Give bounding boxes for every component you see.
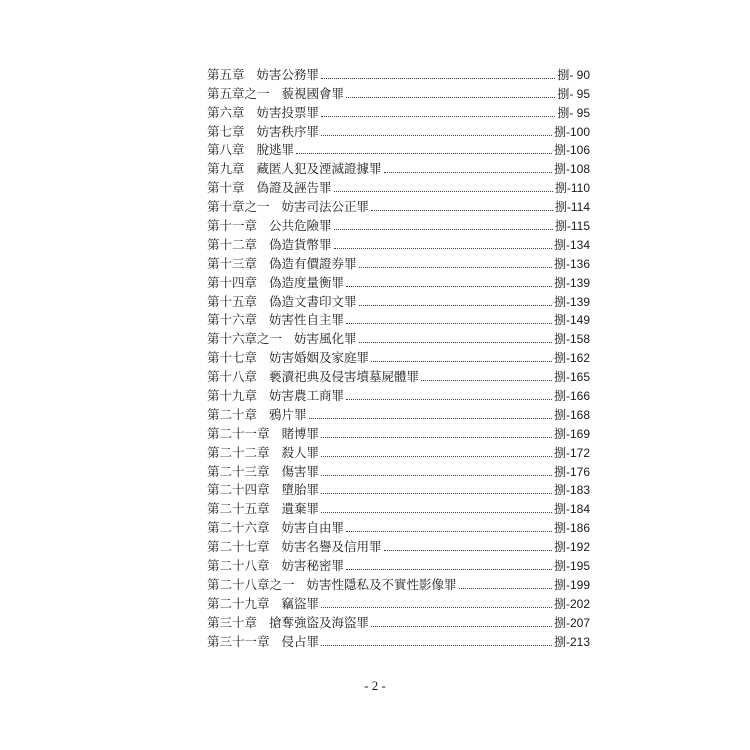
toc-chapter-number: 第二十八章: [207, 558, 270, 574]
toc-chapter-number: 第二十二章: [207, 444, 270, 460]
toc-page-ref: 捌-114: [554, 200, 590, 215]
toc-page-ref: 捌-172: [553, 445, 590, 460]
dot-leader: [371, 209, 553, 211]
toc-chapter-number: 第二十七章: [207, 539, 270, 555]
toc-chapter-title: 妨害風化罪: [294, 331, 357, 347]
toc-chapter-number: 第十一章: [207, 218, 258, 234]
toc-chapter-number: 第十章之一: [207, 199, 270, 215]
toc-page-ref: 捌-184: [553, 502, 590, 517]
toc-page-ref: 捌-162: [553, 351, 590, 366]
toc-chapter-number: 第十四章: [207, 274, 258, 290]
toc-entry: [207, 423, 590, 442]
toc-chapter-number: 第十八章: [207, 369, 258, 385]
toc-entry: [207, 461, 590, 480]
toc-entry: [207, 121, 590, 140]
toc-chapter-title: 偽造貨幣罪: [269, 236, 332, 252]
toc-entry: [207, 480, 590, 499]
toc-chapter-number: 第二十六章: [207, 520, 270, 536]
dot-leader: [421, 379, 552, 381]
toc-entry: [207, 234, 590, 253]
toc-page-ref: 捌-169: [553, 426, 590, 441]
dot-leader: [334, 247, 552, 249]
toc-page-ref: 捌-199: [553, 577, 590, 592]
toc-page-ref: 捌-158: [553, 332, 590, 347]
toc-chapter-number: 第十七章: [207, 350, 258, 366]
toc-chapter-number: 第十六章之一: [207, 331, 283, 347]
toc-entry: [207, 631, 590, 650]
dot-leader: [384, 549, 552, 551]
toc-page-ref: 捌-213: [553, 634, 590, 649]
toc-chapter-title: 妨害秘密罪: [281, 558, 345, 574]
toc-chapter-title: 偽造有價證券罪: [269, 255, 357, 271]
dot-leader: [321, 455, 552, 457]
toc-chapter-title: 妨害秩序罪: [256, 123, 320, 139]
toc-chapter-title: 脫逃罪: [256, 142, 295, 158]
dot-leader: [321, 436, 552, 438]
toc-page-ref: 捌-202: [553, 596, 590, 611]
dot-leader: [346, 322, 552, 324]
dot-leader: [346, 285, 552, 287]
toc-chapter-number: 第五章: [207, 66, 245, 82]
toc-chapter-title: 妨害農工商罪: [269, 388, 345, 404]
dot-leader: [321, 511, 552, 513]
toc-chapter-number: 第七章: [207, 123, 245, 139]
toc-chapter-number: 第二十一章: [207, 425, 270, 441]
toc-entry: [207, 291, 590, 310]
toc-chapter-number: 第六章: [207, 104, 245, 120]
toc-entry: [207, 442, 590, 461]
toc-chapter-number: 第二十四章: [207, 482, 270, 498]
toc-entry: [207, 517, 590, 536]
toc-chapter-title: 侵占罪: [281, 633, 320, 649]
toc-chapter-number: 第十三章: [207, 255, 258, 271]
toc-entry: [207, 366, 590, 385]
toc-page-ref: 捌-149: [553, 313, 590, 328]
toc-entry: [207, 177, 590, 196]
toc-page-ref: 捌- 95: [557, 105, 590, 120]
dot-leader: [346, 530, 552, 532]
toc-chapter-title: 妨害性自主罪: [269, 312, 345, 328]
toc-chapter-title: 妨害司法公正罪: [281, 199, 370, 215]
toc-chapter-title: 妨害投票罪: [256, 104, 320, 120]
toc-chapter-title: 殺人罪: [281, 444, 320, 460]
toc-entry: [207, 574, 590, 593]
toc-chapter-title: 妨害公務罪: [256, 66, 320, 82]
dot-leader: [309, 417, 552, 419]
dot-leader: [384, 171, 552, 173]
toc-page-ref: 捌-139: [553, 275, 590, 290]
dot-leader: [321, 77, 555, 79]
toc-entry: [207, 536, 590, 555]
toc-chapter-number: 第二十五章: [207, 501, 270, 517]
toc-chapter-title: 鴉片罪: [269, 406, 307, 422]
toc-chapter-number: 第十九章: [207, 388, 258, 404]
toc-chapter-number: 第五章之一: [207, 85, 270, 101]
toc-page-ref: 捌-115: [554, 219, 590, 234]
toc-entry: [207, 83, 590, 102]
dot-leader: [359, 266, 552, 268]
dot-leader: [334, 228, 553, 230]
toc-chapter-title: 偽造文書印文罪: [269, 293, 357, 309]
dot-leader: [346, 96, 555, 98]
toc-chapter-number: 第三十章: [207, 614, 258, 630]
page-number: - 2 -: [364, 678, 386, 693]
toc-page-ref: 捌-106: [553, 143, 590, 158]
dot-leader: [459, 587, 552, 589]
toc-chapter-number: 第二十三章: [207, 463, 270, 479]
toc-entry: [207, 158, 590, 177]
dot-leader: [321, 474, 552, 476]
toc-page-ref: 捌-136: [553, 256, 590, 271]
toc-chapter-number: 第十章: [207, 180, 245, 196]
table-of-contents: [207, 64, 590, 650]
toc-page-ref: 捌-207: [553, 615, 590, 630]
dot-leader: [371, 625, 552, 627]
toc-chapter-title: 藏匿人犯及湮滅證據罪: [256, 161, 382, 177]
toc-chapter-number: 第十五章: [207, 293, 258, 309]
toc-page-ref: 捌-108: [553, 162, 590, 177]
toc-chapter-title: 遺棄罪: [281, 501, 320, 517]
toc-entry: [207, 102, 590, 121]
dot-leader: [321, 606, 552, 608]
toc-page-ref: 捌-192: [553, 540, 590, 555]
dot-leader: [346, 398, 552, 400]
toc-page-ref: 捌- 95: [557, 86, 590, 101]
toc-page-ref: 捌-100: [553, 124, 590, 139]
dot-leader: [359, 341, 552, 343]
toc-entry: [207, 196, 590, 215]
toc-chapter-title: 竊盜罪: [281, 595, 320, 611]
toc-page-ref: 捌-166: [553, 389, 590, 404]
dot-leader: [321, 492, 552, 494]
toc-chapter-title: 藐視國會罪: [281, 85, 345, 101]
dot-leader: [321, 644, 552, 646]
dot-leader: [371, 360, 552, 362]
toc-entry: [207, 347, 590, 366]
toc-entry: [207, 593, 590, 612]
dot-leader: [321, 134, 552, 136]
dot-leader: [346, 568, 552, 570]
toc-entry: [207, 612, 590, 631]
toc-chapter-number: 第九章: [207, 161, 245, 177]
toc-chapter-title: 偽造度量衡罪: [269, 274, 345, 290]
toc-page-ref: 捌-134: [553, 237, 590, 252]
toc-page-ref: 捌-168: [553, 407, 590, 422]
toc-chapter-number: 第二十八章之一: [207, 576, 295, 592]
toc-entry: [207, 328, 590, 347]
toc-entry: [207, 310, 590, 329]
toc-chapter-number: 第十二章: [207, 236, 258, 252]
toc-entry: [207, 64, 590, 83]
toc-page-ref: 捌-110: [554, 181, 590, 196]
dot-leader: [359, 304, 552, 306]
toc-entry: [207, 385, 590, 404]
toc-entry: [207, 404, 590, 423]
toc-chapter-title: 傷害罪: [281, 463, 320, 479]
toc-chapter-title: 公共危險罪: [269, 218, 332, 234]
toc-page-ref: 捌-165: [553, 370, 590, 385]
toc-chapter-title: 搶奪強盜及海盜罪: [269, 614, 370, 630]
toc-entry: [207, 253, 590, 272]
toc-chapter-title: 褻瀆祀典及侵害墳墓屍體罪: [269, 369, 420, 385]
toc-page-ref: 捌-183: [553, 483, 590, 498]
toc-entry: [207, 215, 590, 234]
toc-chapter-title: 妨害性隱私及不實性影像罪: [306, 576, 457, 592]
dot-leader: [334, 190, 553, 192]
dot-leader: [321, 115, 555, 117]
toc-chapter-number: 第二十九章: [207, 595, 270, 611]
toc-entry: [207, 498, 590, 517]
toc-entry: [207, 140, 590, 159]
toc-chapter-number: 第二十章: [207, 406, 258, 422]
toc-chapter-title: 妨害自由罪: [281, 520, 345, 536]
toc-chapter-number: 第三十一章: [207, 633, 270, 649]
toc-page-ref: 捌-139: [553, 294, 590, 309]
toc-chapter-number: 第八章: [207, 142, 245, 158]
toc-entry: [207, 555, 590, 574]
toc-chapter-number: 第十六章: [207, 312, 258, 328]
toc-chapter-title: 偽證及誣告罪: [256, 180, 332, 196]
toc-page-ref: 捌- 90: [557, 67, 590, 82]
toc-page-ref: 捌-195: [553, 559, 590, 574]
toc-chapter-title: 妨害婚姻及家庭罪: [269, 350, 370, 366]
toc-chapter-title: 妨害名譽及信用罪: [281, 539, 382, 555]
toc-entry: [207, 272, 590, 291]
toc-page-ref: 捌-186: [553, 521, 590, 536]
dot-leader: [296, 152, 552, 154]
toc-chapter-title: 賭博罪: [281, 425, 320, 441]
toc-chapter-title: 墮胎罪: [281, 482, 320, 498]
toc-page-ref: 捌-176: [553, 464, 590, 479]
